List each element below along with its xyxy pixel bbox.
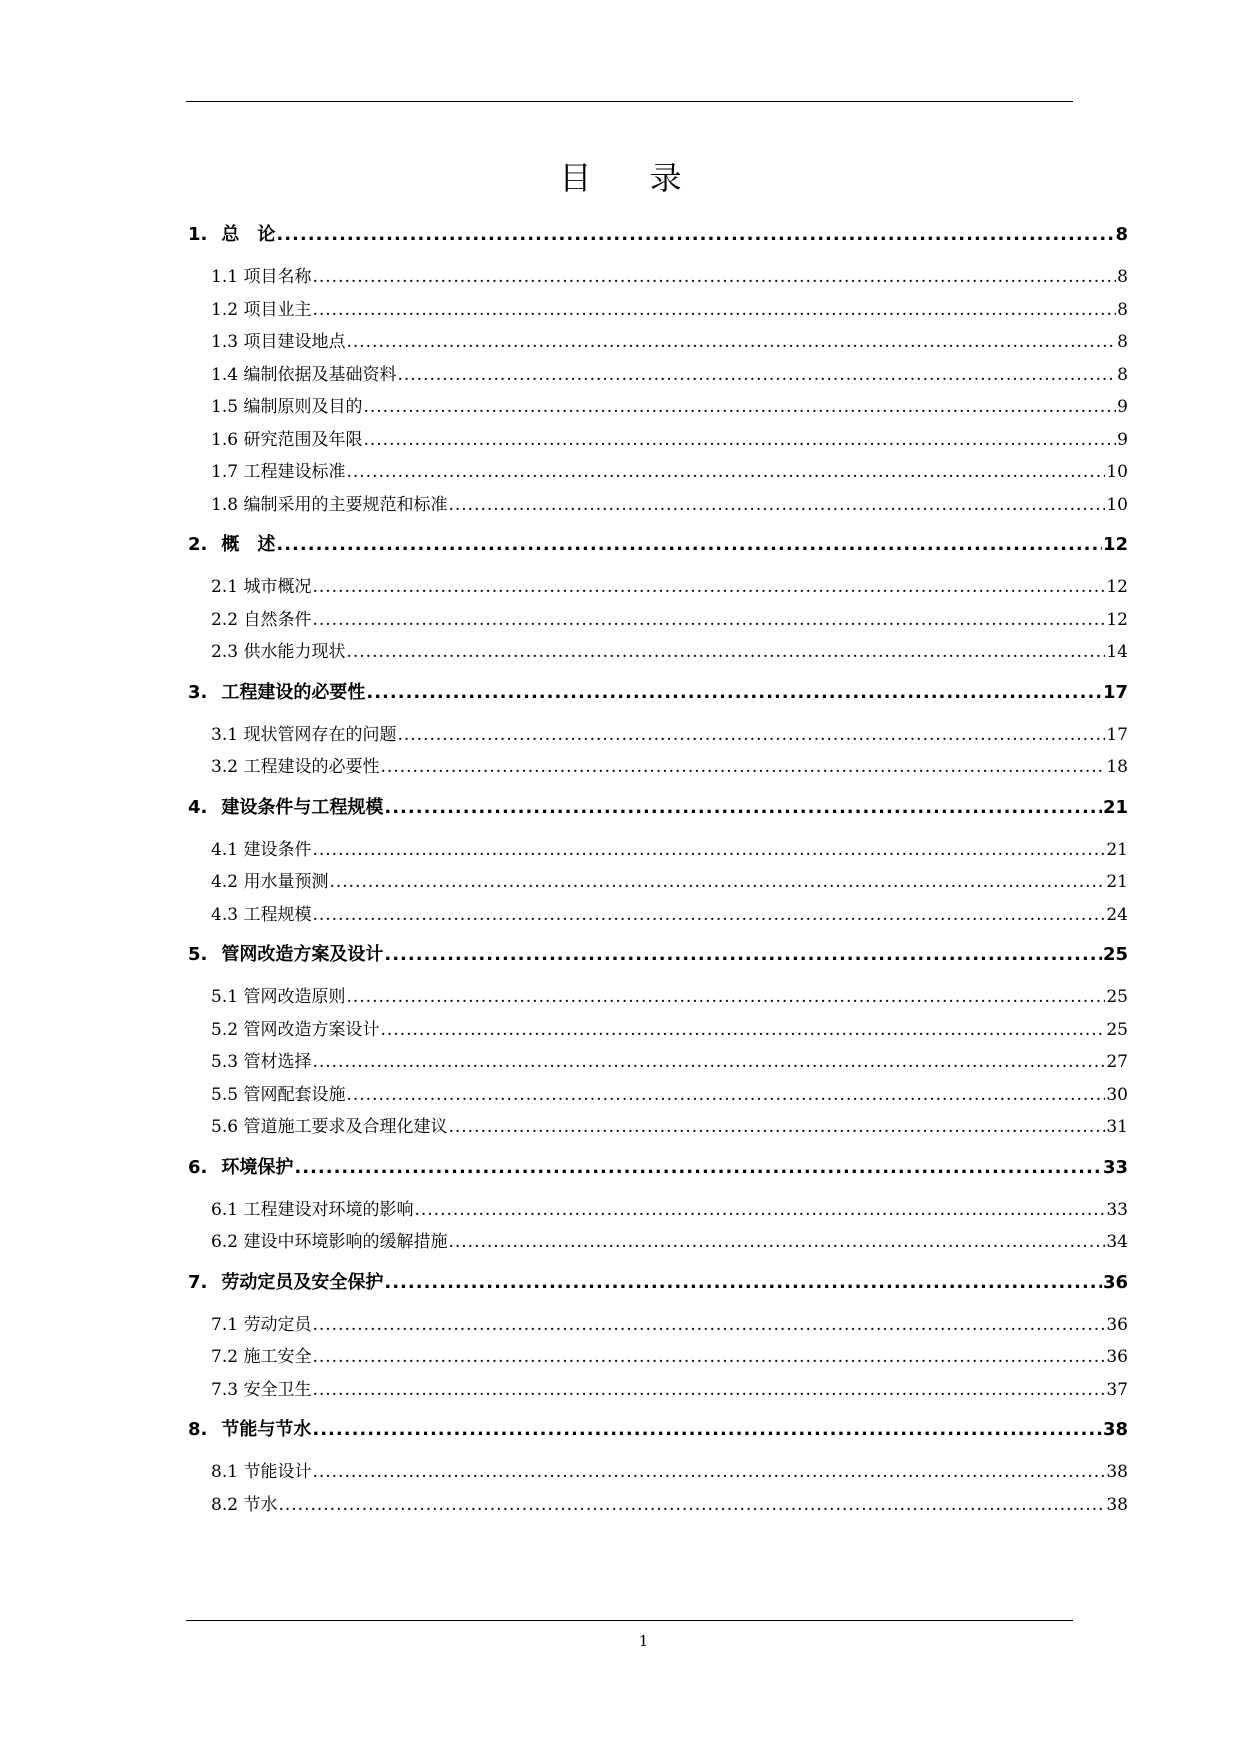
subsection-page-number: 24 — [1106, 904, 1128, 925]
toc-chapter-entry[interactable] — [188, 793, 1128, 835]
toc-subsection-entry[interactable] — [188, 867, 1128, 900]
subsection-label: 1.7 工程建设标准 — [211, 462, 346, 482]
subsection-label: 4.2 用水量预测 — [211, 872, 329, 892]
chapter-label — [188, 1415, 311, 1441]
chapter-number: 4. — [188, 796, 208, 818]
dot-leader — [363, 397, 1116, 417]
subsection-page-number: 36 — [1106, 1347, 1128, 1367]
chapter-page-number: 21 — [1102, 796, 1128, 818]
dot-leader — [278, 1495, 1105, 1515]
chapter-title: 管网改造方案及设计 — [221, 944, 384, 965]
toc-chapter-entry[interactable] — [188, 678, 1128, 720]
dot-leader — [312, 577, 1105, 597]
subsection-label: 2.2 自然条件 — [211, 609, 312, 630]
table-of-contents — [188, 220, 1128, 1530]
toc-section — [188, 793, 1128, 933]
subsection-label: 4.1 建设条件 — [211, 839, 312, 860]
toc-chapter-entry[interactable] — [188, 530, 1128, 572]
chapter-number: 6. — [188, 1156, 208, 1178]
chapter-label — [188, 1268, 383, 1294]
subsection-page-number: 12 — [1106, 609, 1128, 630]
subsection-page-number: 33 — [1106, 1199, 1128, 1220]
dot-leader — [312, 267, 1116, 287]
toc-subsection-entry[interactable] — [188, 490, 1128, 523]
subsection-page-number: 10 — [1106, 494, 1128, 515]
subsection-label: 2.3 供水能力现状 — [211, 642, 346, 662]
dot-leader — [448, 1232, 1105, 1252]
dot-leader — [346, 642, 1105, 662]
subsection-page-number: 21 — [1106, 872, 1128, 892]
toc-subsection-entry[interactable] — [188, 1195, 1128, 1228]
chapter-label — [188, 1153, 293, 1179]
subsection-page-number: 9 — [1117, 397, 1128, 417]
subsection-label: 5.2 管网改造方案设计 — [211, 1019, 380, 1040]
toc-section — [188, 1268, 1128, 1408]
chapter-page-number: 36 — [1102, 1271, 1128, 1293]
subsection-page-number: 14 — [1106, 642, 1128, 662]
subsection-page-number: 9 — [1117, 429, 1128, 450]
chapter-number: 5. — [188, 944, 208, 965]
subsection-page-number: 18 — [1106, 757, 1128, 777]
toc-subsection-entry[interactable] — [188, 295, 1128, 328]
toc-subsection-entry[interactable] — [188, 457, 1128, 490]
dot-leader — [312, 1347, 1105, 1367]
chapter-title: 节能与节水 — [221, 1419, 312, 1440]
toc-subsection-entry[interactable] — [188, 752, 1128, 785]
toc-subsection-entry[interactable] — [188, 1112, 1128, 1145]
toc-subsection-entry[interactable] — [188, 1080, 1128, 1113]
subsection-page-number: 38 — [1106, 1462, 1128, 1482]
toc-title: 目 录 — [559, 159, 706, 197]
toc-chapter-entry[interactable] — [188, 1415, 1128, 1457]
toc-subsection-entry[interactable] — [188, 720, 1128, 753]
toc-subsection-entry[interactable] — [188, 327, 1128, 360]
dot-leader — [380, 757, 1105, 777]
subsection-page-number: 8 — [1117, 299, 1128, 320]
toc-subsection-entry[interactable] — [188, 637, 1128, 670]
subsection-page-number: 12 — [1106, 577, 1128, 597]
dot-leader — [384, 797, 1102, 818]
subsection-label: 1.5 编制原则及目的 — [211, 397, 363, 417]
subsection-label: 8.1 节能设计 — [211, 1462, 312, 1482]
page-number: 1 — [638, 1632, 649, 1650]
chapter-label — [188, 678, 365, 704]
chapter-page-number: 8 — [1115, 224, 1128, 245]
footer-rule — [186, 1620, 1073, 1621]
subsection-label: 6.2 建设中环境影响的缓解措施 — [211, 1232, 448, 1252]
subsection-label: 1.1 项目名称 — [211, 267, 312, 287]
chapter-number: 3. — [188, 681, 208, 703]
subsection-page-number: 8 — [1117, 267, 1128, 287]
subsection-page-number: 8 — [1117, 332, 1128, 352]
toc-chapter-entry[interactable] — [188, 940, 1128, 982]
chapter-label — [188, 530, 275, 556]
chapter-label — [188, 793, 383, 819]
dot-leader — [363, 430, 1116, 450]
subsection-label: 5.3 管材选择 — [211, 1052, 312, 1072]
dot-leader — [312, 840, 1105, 860]
chapter-page-number: 33 — [1102, 1156, 1128, 1178]
chapter-page-number: 38 — [1102, 1419, 1128, 1440]
chapter-label — [188, 940, 383, 966]
subsection-label: 7.2 施工安全 — [211, 1347, 312, 1367]
dot-leader — [414, 1200, 1105, 1220]
chapter-title: 建设条件与工程规模 — [221, 796, 384, 818]
dot-leader — [366, 682, 1102, 703]
dot-leader — [384, 944, 1102, 965]
dot-leader — [312, 1462, 1105, 1482]
toc-section — [188, 940, 1128, 1145]
dot-leader — [312, 1052, 1105, 1072]
subsection-page-number: 30 — [1106, 1084, 1128, 1105]
dot-leader — [312, 905, 1105, 925]
subsection-label: 6.1 工程建设对环境的影响 — [211, 1199, 414, 1220]
toc-subsection-entry[interactable] — [188, 262, 1128, 295]
subsection-page-number: 31 — [1106, 1117, 1128, 1137]
toc-subsection-entry[interactable] — [188, 1015, 1128, 1048]
dot-leader — [312, 1315, 1105, 1335]
toc-subsection-entry[interactable] — [188, 1375, 1128, 1408]
toc-subsection-entry[interactable] — [188, 392, 1128, 425]
chapter-page-number: 12 — [1102, 534, 1128, 555]
dot-leader — [380, 1020, 1105, 1040]
dot-leader — [384, 1272, 1102, 1293]
subsection-label: 5.6 管道施工要求及合理化建议 — [211, 1117, 448, 1137]
toc-subsection-entry[interactable] — [188, 1342, 1128, 1375]
subsection-page-number: 36 — [1106, 1314, 1128, 1335]
toc-section — [188, 1415, 1128, 1522]
toc-subsection-entry[interactable] — [188, 1457, 1128, 1490]
toc-subsection-entry[interactable] — [188, 572, 1128, 605]
dot-leader — [312, 610, 1105, 630]
chapter-number: 7. — [188, 1271, 208, 1293]
chapter-title: 工程建设的必要性 — [221, 681, 366, 703]
subsection-page-number: 27 — [1106, 1052, 1128, 1072]
subsection-page-number: 10 — [1106, 462, 1128, 482]
dot-leader — [346, 1085, 1105, 1105]
dot-leader — [346, 462, 1105, 482]
dot-leader — [346, 987, 1105, 1007]
toc-subsection-entry[interactable] — [188, 1490, 1128, 1523]
toc-section — [188, 1153, 1128, 1260]
toc-subsection-entry[interactable] — [188, 605, 1128, 638]
subsection-page-number: 21 — [1106, 839, 1128, 860]
chapter-page-number: 17 — [1102, 681, 1128, 703]
subsection-label: 1.8 编制采用的主要规范和标准 — [211, 494, 448, 515]
subsection-label: 3.2 工程建设的必要性 — [211, 757, 380, 777]
chapter-title: 劳动定员及安全保护 — [221, 1271, 384, 1293]
dot-leader — [346, 332, 1116, 352]
chapter-title: 概 述 — [221, 534, 276, 555]
subsection-label: 1.6 研究范围及年限 — [211, 429, 363, 450]
toc-chapter-entry[interactable] — [188, 1268, 1128, 1310]
subsection-label: 4.3 工程规模 — [211, 904, 312, 925]
chapter-number: 8. — [188, 1419, 208, 1440]
subsection-label: 1.2 项目业主 — [211, 299, 312, 320]
subsection-page-number: 34 — [1106, 1232, 1128, 1252]
chapter-number: 1. — [188, 224, 208, 245]
dot-leader — [312, 1380, 1105, 1400]
toc-subsection-entry[interactable] — [188, 835, 1128, 868]
toc-subsection-entry[interactable] — [188, 1310, 1128, 1343]
dot-leader — [294, 1157, 1102, 1178]
dot-leader — [448, 495, 1105, 515]
toc-subsection-entry[interactable] — [188, 900, 1128, 933]
subsection-label: 3.1 现状管网存在的问题 — [211, 724, 397, 745]
subsection-page-number: 8 — [1117, 364, 1128, 385]
subsection-page-number: 25 — [1106, 1019, 1128, 1040]
dot-leader — [312, 300, 1116, 320]
dot-leader — [276, 224, 1114, 245]
subsection-page-number: 25 — [1106, 987, 1128, 1007]
subsection-page-number: 37 — [1106, 1379, 1128, 1400]
toc-subsection-entry[interactable] — [188, 982, 1128, 1015]
dot-leader — [448, 1117, 1105, 1137]
toc-subsection-entry[interactable] — [188, 1047, 1128, 1080]
dot-leader — [397, 725, 1105, 745]
subsection-label: 1.3 项目建设地点 — [211, 332, 346, 352]
subsection-label: 5.1 管网改造原则 — [211, 987, 346, 1007]
toc-chapter-entry[interactable] — [188, 220, 1128, 262]
dot-leader — [397, 365, 1116, 385]
header-rule — [186, 101, 1073, 102]
subsection-label: 2.1 城市概况 — [211, 577, 312, 597]
toc-subsection-entry[interactable] — [188, 360, 1128, 393]
toc-section — [188, 678, 1128, 785]
dot-leader — [329, 872, 1105, 892]
toc-section — [188, 220, 1128, 522]
subsection-label: 7.1 劳动定员 — [211, 1314, 312, 1335]
subsection-page-number: 38 — [1106, 1494, 1128, 1515]
toc-section — [188, 530, 1128, 670]
dot-leader — [276, 534, 1102, 555]
chapter-title: 环境保护 — [221, 1156, 294, 1178]
chapter-title: 总 论 — [221, 224, 276, 245]
subsection-label: 8.2 节水 — [211, 1494, 278, 1515]
subsection-page-number: 17 — [1106, 724, 1128, 745]
chapter-page-number: 25 — [1102, 944, 1128, 965]
subsection-label: 5.5 管网配套设施 — [211, 1084, 346, 1105]
toc-subsection-entry[interactable] — [188, 425, 1128, 458]
toc-subsection-entry[interactable] — [188, 1227, 1128, 1260]
toc-chapter-entry[interactable] — [188, 1153, 1128, 1195]
chapter-label — [188, 220, 275, 246]
chapter-number: 2. — [188, 534, 208, 555]
subsection-label: 7.3 安全卫生 — [211, 1379, 312, 1400]
subsection-label: 1.4 编制依据及基础资料 — [211, 364, 397, 385]
dot-leader — [312, 1419, 1102, 1440]
